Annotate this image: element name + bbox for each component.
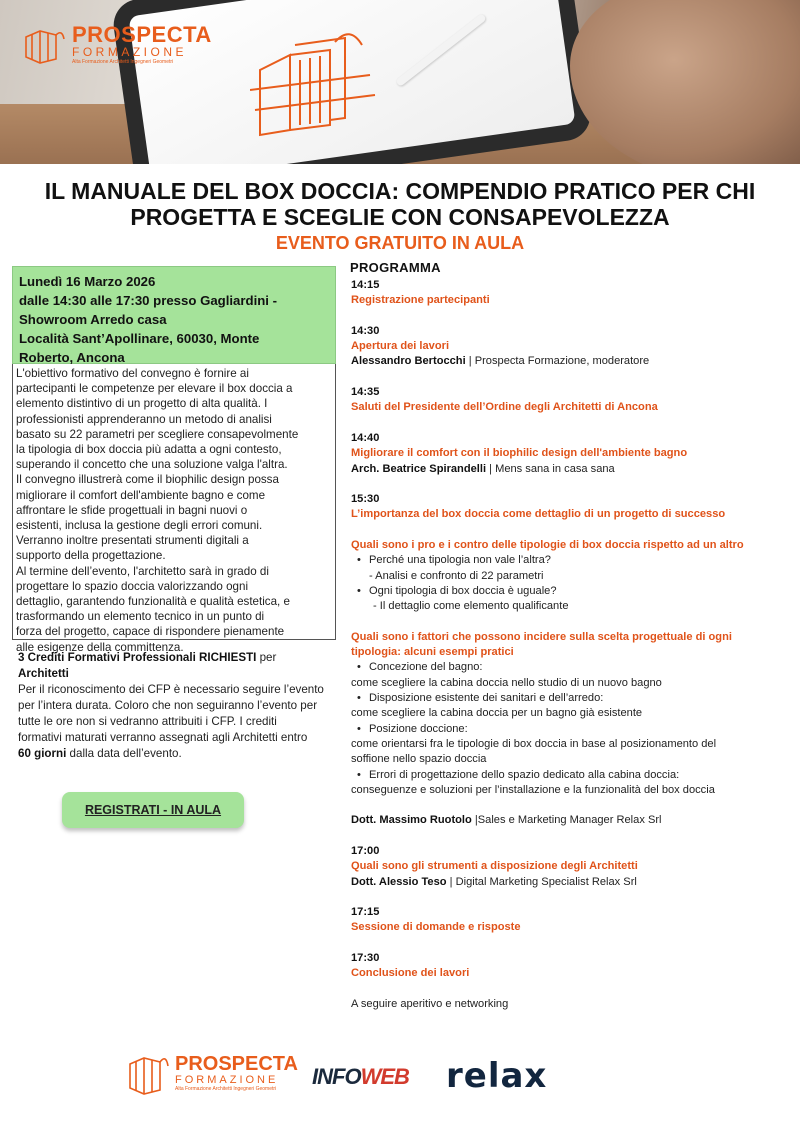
session-title: Sessione di domande e risposte [351, 921, 521, 934]
event-city: Roberto, Ancona [19, 350, 125, 365]
session-title: L’importanza del box doccia come dettaglio di un progetto di successo [351, 508, 726, 521]
speaker-name: Alessandro Bertocchi [351, 355, 466, 368]
register-button[interactable]: REGISTRATI - IN AULA [62, 792, 244, 828]
speaker-role: |Sales e Marketing Manager Relax Srl [471, 814, 662, 827]
program-list [351, 278, 791, 1012]
desc-line: dettaglio, garantendo funzionalità e qualità estetica, e [16, 595, 290, 609]
speaker-role: | Mens sana in casa sana [486, 462, 615, 475]
event-description [12, 364, 336, 654]
title-line-2: PROGETTA E SCEGLIE CON CONSAPEVOLEZZA [130, 204, 670, 230]
session-title: Apertura dei lavori [351, 340, 450, 353]
credits-per: per [256, 651, 277, 664]
closing-note: A seguire aperitivo e networking [351, 997, 509, 1010]
desc-line: la tipologia di box doccia più adatta a ogni contesto, [16, 443, 282, 457]
bullet-detail: conseguenze e soluzioni per l’installazione e la funzionalità del box doccia [351, 783, 715, 796]
session-subtopic: tipologia: alcuni esempi pratici [351, 646, 514, 659]
session-time: 15:30 [351, 493, 380, 506]
desc-line: basato su 22 parametri per scegliere consapevolmente [16, 427, 299, 441]
building-sketch-icon [250, 30, 380, 140]
bullet-detail: come scegliere la cabina doccia nello studio di un nuovo bagno [351, 676, 662, 689]
hero-hand [570, 0, 800, 164]
credits-text: dalla data dell’evento. [66, 747, 182, 760]
bullet-detail: come scegliere la cabina doccia per un bagno già esistente [351, 707, 643, 720]
desc-line: progettare lo spazio doccia valorizzando ogni [16, 579, 249, 593]
session-title: Registrazione partecipanti [351, 294, 490, 307]
bullet-item: • Ogni tipologia di box doccia è uguale? [351, 584, 791, 599]
desc-line: elemento distintivo di un progetto di alta qualità. I [16, 397, 268, 411]
sub-item: - Il dettaglio come elemento qualificante [373, 600, 569, 613]
session-title: Saluti del Presidente dell’Ordine degli Architetti di Ancona [351, 401, 658, 414]
speaker-name: Arch. Beatrice Spirandelli [351, 462, 487, 475]
title-line-1: IL MANUALE DEL BOX DOCCIA: COMPENDIO PRATICO PER CHI [44, 178, 756, 204]
session-title: Quali sono gli strumenti a disposizione degli Architetti [351, 860, 638, 873]
credits-text: Per il riconoscimento dei CFP è necessario seguire l’evento [18, 683, 324, 696]
speaker-name: Dott. Massimo Ruotolo [351, 814, 472, 827]
event-address: Località Sant’Apollinare, 60030, Monte [19, 331, 260, 346]
session-time: 17:00 [351, 844, 380, 857]
event-subtitle: EVENTO GRATUITO IN AULA [275, 233, 525, 253]
speaker-name: Dott. Alessio Teso [351, 875, 447, 888]
hero-image [0, 0, 800, 164]
event-venue: Showroom Arredo casa [19, 312, 167, 327]
brand-sub: FORMAZIONE [175, 1074, 279, 1086]
credits-text: tutte le ore non si vedranno attribuiti i CFP. I crediti [18, 715, 277, 728]
desc-line: alle esigenze della committenza. [16, 640, 184, 654]
credits-deadline: 60 giorni [18, 747, 67, 760]
speaker-role: | Prospecta Formazione, moderatore [465, 355, 650, 368]
session-time: 14:35 [351, 386, 380, 399]
credits-text: per l’intera durata. Coloro che non seguiranno l’evento per [18, 699, 318, 712]
session-subtopic: Quali sono i fattori che possono incidere sulla scelta progettuale di ogni [351, 630, 732, 643]
credits-count: 3 Crediti Formativi Professionali RICHIESTI [18, 651, 257, 664]
bullet-item: • Disposizione esistente dei sanitari e dell’arredo: [351, 691, 791, 706]
credits-target: Architetti [18, 667, 69, 680]
desc-line: supporto della progettazione. [16, 549, 166, 563]
desc-line: partecipanti le competenze per elevare il box doccia a [16, 382, 293, 396]
desc-line: Verranno inoltre presentati strumenti digitali a [16, 534, 249, 548]
brand-sub: FORMAZIONE [72, 45, 187, 59]
desc-line: L'obiettivo formativo del convegno è fornire ai [16, 367, 249, 380]
desc-line: trasformando un elemento tecnico in un punto di [16, 610, 265, 624]
prospecta-logo-top [22, 24, 212, 65]
desc-line: superando il concetto che una soluzione valga l'altra. [16, 458, 288, 472]
desc-line: migliorare il comfort dell'ambiente bagno e come [16, 488, 266, 502]
event-info-box [12, 266, 336, 364]
bullet-item: • Errori di progettazione dello spazio dedicato alla cabina doccia: [351, 768, 791, 783]
desc-line: Il convegno illustrerà come il biophilic design possa [16, 473, 279, 487]
bullet-detail: soffione nello spazio doccia [351, 753, 487, 766]
infoweb-logo [312, 1064, 409, 1090]
sub-item: - Analisi e confronto di 22 parametri [369, 569, 544, 582]
bullet-detail: come orientarsi fra le tipologie di box doccia in base al posizionamento del [351, 737, 717, 750]
infoweb-logo-a: INFO [312, 1064, 361, 1089]
session-time: 17:30 [351, 952, 380, 965]
prospecta-cube-icon [22, 25, 66, 65]
infoweb-logo-b: WEB [360, 1064, 409, 1089]
brand-name: PROSPECTA [175, 1053, 298, 1075]
relax-logo: relax [446, 1056, 548, 1096]
prospecta-logo-bottom [126, 1050, 298, 1096]
event-time-place: dalle 14:30 alle 17:30 presso Gagliardini - [19, 293, 278, 308]
brand-tagline: Alta Formazione Architetti Ingegneri Geometri [175, 1086, 277, 1092]
page-title [0, 178, 800, 230]
bullet-item: • Posizione doccione: [351, 722, 791, 737]
session-time: 17:15 [351, 906, 380, 919]
session-subtopic: Quali sono i pro e i contro delle tipologie di box doccia rispetto ad un altro [351, 539, 744, 552]
session-time: 14:30 [351, 324, 380, 337]
session-title: Conclusione dei lavori [351, 967, 470, 980]
prospecta-cube-icon [126, 1050, 170, 1096]
bullet-item: • Perché una tipologia non vale l’altra? [351, 553, 791, 568]
program-heading: PROGRAMMA [350, 260, 441, 275]
desc-line: Al termine dell’evento, l'architetto sarà in grado di [16, 564, 269, 578]
credits-info [18, 650, 338, 762]
brand-name: PROSPECTA [72, 22, 212, 47]
session-title: Migliorare il comfort con il biophilic design dell'ambiente bagno [351, 447, 688, 460]
brand-tagline: Alta Formazione Architetti Ingegneri Geometri [72, 59, 174, 65]
credits-text: formativi maturati verranno assegnati agli Architetti entro [18, 731, 308, 744]
session-time: 14:15 [351, 279, 380, 291]
event-date: Lunedì 16 Marzo 2026 [19, 274, 156, 289]
speaker-role: | Digital Marketing Specialist Relax Srl [446, 875, 637, 888]
desc-line: esistenti, inclusa la gestione degli errori comuni. [16, 519, 263, 533]
desc-line: professionisti apprenderanno un metodo di analisi [16, 412, 272, 426]
bullet-item: • Concezione del bagno: [351, 660, 791, 675]
desc-line: affrontare le sfide progettuali in bagni nuovi o [16, 503, 248, 517]
desc-line: forza del progetto, capace di rispondere pienamente [16, 625, 285, 639]
session-time: 14:40 [351, 431, 380, 444]
